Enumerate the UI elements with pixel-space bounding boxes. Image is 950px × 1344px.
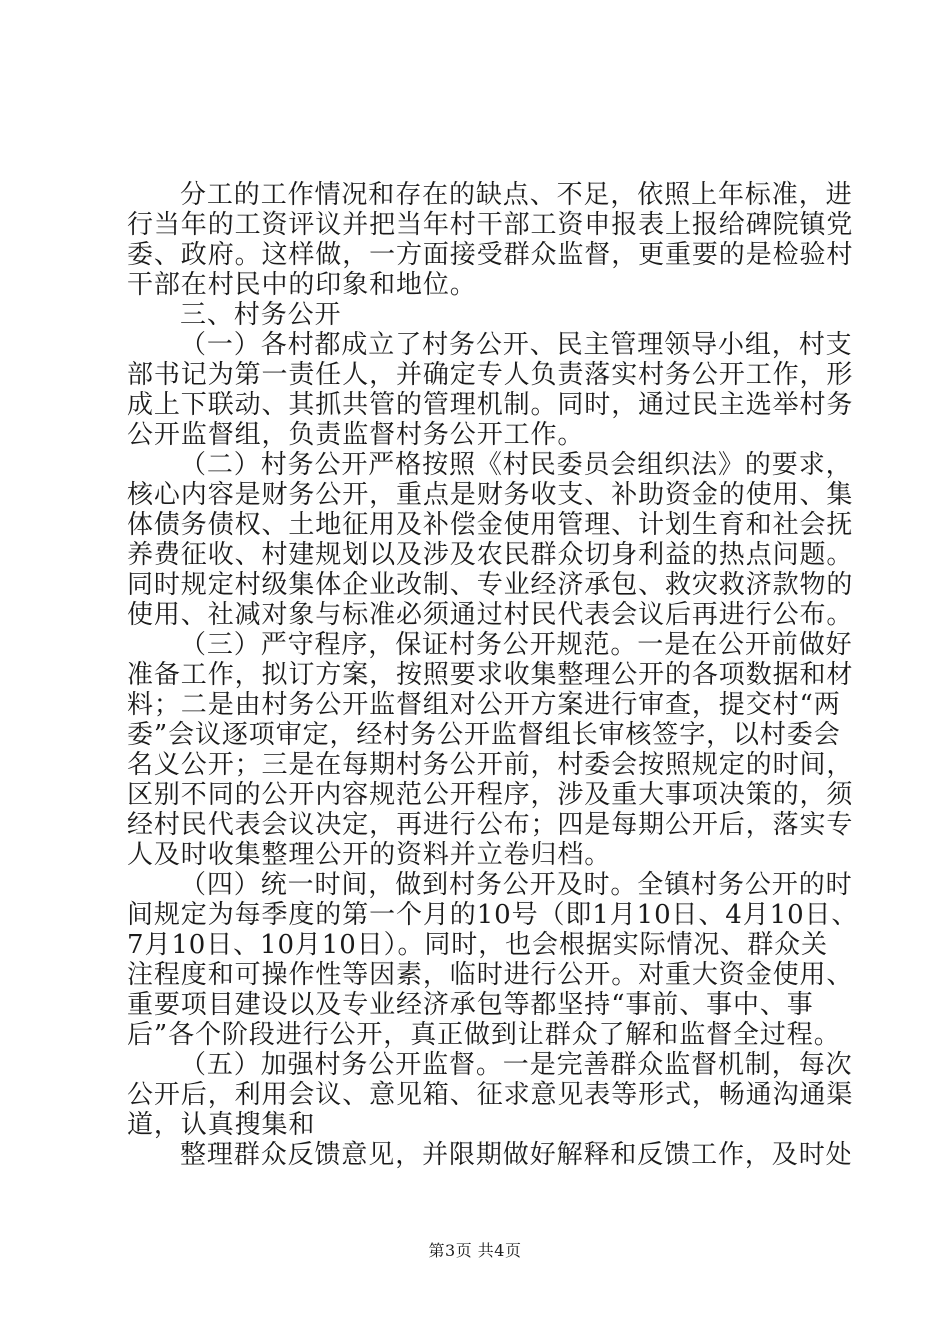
body-line: 区别不同的公开内容规范公开程序，涉及重大事项决策的，须 xyxy=(127,780,854,810)
body-line: 体债务债权、土地征用及补偿金使用管理、计划生育和社会抚 xyxy=(127,510,854,540)
body-line: 行当年的工资评议并把当年村干部工资申报表上报给碑院镇党 xyxy=(127,210,854,240)
body-line: 核心内容是财务公开，重点是财务收支、补助资金的使用、集 xyxy=(127,480,854,510)
body-line: 经村民代表会议决定，再进行公布；四是每期公开后，落实专 xyxy=(127,810,854,840)
body-line: 同时规定村级集体企业改制、专业经济承包、救灾救济款物的 xyxy=(127,570,854,600)
body-line: 道，认真搜集和 xyxy=(127,1110,316,1140)
body-line: 后”各个阶段进行公开，真正做到让群众了解和监督全过程。 xyxy=(127,1020,841,1050)
body-line: 料；二是由村务公开监督组对公开方案进行审查，提交村“两 xyxy=(127,690,841,720)
page-footer: 第3页 共4页 xyxy=(428,1241,522,1260)
body-line: （四）统一时间，做到村务公开及时。全镇村务公开的时 xyxy=(180,870,853,900)
body-line: 整理群众反馈意见，并限期做好解释和反馈工作，及时处 xyxy=(180,1140,853,1170)
body-line: 干部在村民中的印象和地位。 xyxy=(127,270,477,300)
body-line: 成上下联动、其抓共管的管理机制。同时，通过民主选举村务 xyxy=(127,390,854,420)
body-line: 7月10日、10月10日）。同时，也会根据实际情况、群众关 xyxy=(127,930,828,960)
body-line: 重要项目建设以及专业经济承包等都坚持“事前、事中、事 xyxy=(127,990,814,1020)
section-heading: 三、村务公开 xyxy=(180,300,342,330)
body-line: 委、政府。这样做，一方面接受群众监督，更重要的是检验村 xyxy=(127,240,854,270)
body-line: 注程度和可操作性等因素，临时进行公开。对重大资金使用、 xyxy=(127,960,854,990)
body-line: 人及时收集整理公开的资料并立卷归档。 xyxy=(127,840,612,870)
body-line: 委”会议逐项审定，经村务公开监督组长审核签字，以村委会 xyxy=(127,720,841,750)
body-line: 养费征收、村建规划以及涉及农民群众切身利益的热点问题。 xyxy=(127,540,854,570)
body-line: 公开监督组，负责监督村务公开工作。 xyxy=(127,420,585,450)
body-line: （一）各村都成立了村务公开、民主管理领导小组，村支 xyxy=(180,330,853,360)
body-line: （五）加强村务公开监督。一是完善群众监督机制，每次 xyxy=(180,1050,853,1080)
body-line: 使用、社减对象与标准必须通过村民代表会议后再进行公布。 xyxy=(127,600,854,630)
body-line: 分工的工作情况和存在的缺点、不足，依照上年标准，进 xyxy=(180,180,853,210)
body-line: （三）严守程序，保证村务公开规范。一是在公开前做好 xyxy=(180,630,853,660)
body-line: 准备工作，拟订方案，按照要求收集整理公开的各项数据和材 xyxy=(127,660,854,690)
body-line: （二）村务公开严格按照《村民委员会组织法》的要求， xyxy=(180,450,853,480)
body-line: 间规定为每季度的第一个月的10号（即1月10日、4月10日、 xyxy=(127,900,859,930)
body-line: 公开后，利用会议、意见箱、征求意见表等形式，畅通沟通渠 xyxy=(127,1080,854,1110)
body-line: 部书记为第一责任人，并确定专人负责落实村务公开工作，形 xyxy=(127,360,854,390)
body-line: 名义公开；三是在每期村务公开前，村委会按照规定的时间， xyxy=(127,750,854,780)
